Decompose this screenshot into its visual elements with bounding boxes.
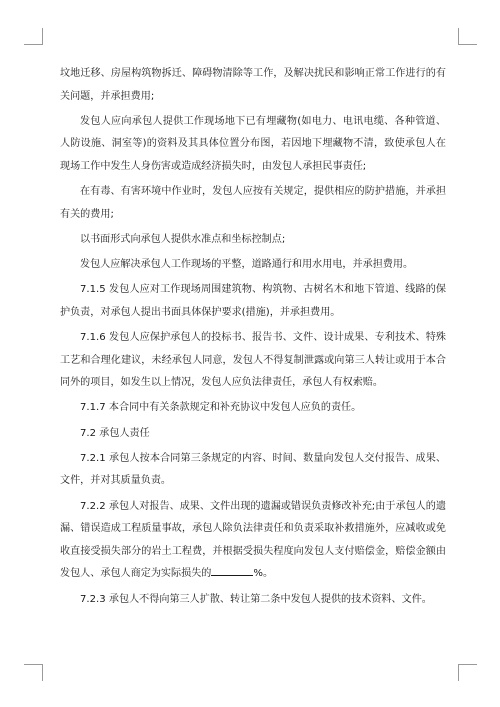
compensation-percentage-blank	[211, 565, 253, 576]
paragraph-site-clearance: 坟地迁移、房屋构筑物拆迁、障碍物清除等工作，及解决扰民和影响正常工作进行的有关问题，并承担费用;	[60, 68, 446, 102]
percent-sign: %。	[253, 568, 274, 580]
clause-7-1-7: 7.1.7 本合同中有关条款规定和补充协议中发包人应负的责任。	[80, 402, 362, 414]
paragraph-benchmarks: 以书面形式向承包人提供水准点和坐标控制点;	[80, 233, 286, 245]
paragraph-hazard-protection: 在有毒、有害环境中作业时，发包人应按有关规定，提供相应的防护措施，并承担有关的费用;	[60, 186, 446, 220]
paragraph-underground-utilities: 发包人应向承包人提供工作现场地下已有埋藏物(如电力、电讯电缆、各种管道、人防设施、洞室等)的资料及其具体位置分布图，若因地下埋藏物不清，致使承包人在现场工作中发生人身伤害或造成经济损失时，由发包人承担民事责任;	[60, 115, 446, 172]
clause-7-2-2-text: 7.2.2 承包人对报告、成果、文件出现的遗漏或错误负责修改补充;由于承包人的遗漏、错误造成工程质量事故，承包人除负法律责任和负责采取补救措施外，应减收或免收直接受损失部分的岩土工程费，并根据受损失程度向发包人支付赔偿金，赔偿金额由发包人、承包人商定为实际损失的	[60, 500, 446, 580]
crop-mark-bottom-left	[24, 664, 43, 681]
document-body	[60, 63, 446, 611]
paragraph-site-leveling: 发包人应解决承包人工作现场的平整，道路通行和用水用电，并承担费用。	[80, 259, 414, 271]
crop-mark-top-right	[458, 28, 477, 45]
clause-7-1-5: 7.1.5 发包人应对工作现场周围建筑物、构筑物、古树名木和地下管道、线路的保护负责，对承包人提出书面具体保护要求(措施)，并承担费用。	[60, 284, 446, 318]
clause-7-2-1: 7.2.1 承包人按本合同第三条规定的内容、时间、数量向发包人交付报告、成果、文件，并对其质量负责。	[60, 452, 446, 487]
section-heading-7-2: 7.2 承包人责任	[80, 427, 150, 439]
crop-mark-top-left	[24, 28, 43, 45]
clause-7-2-2	[60, 496, 446, 586]
crop-mark-bottom-right	[458, 664, 477, 681]
clause-7-1-6: 7.1.6 发包人应保护承包人的投标书、报告书、文件、设计成果、专利技术、特殊工艺和合理化建议，未经承包人同意，发包人不得复制泄露或向第三人转让或用于本合同外的项目，如发生以上情况，发包人应负法律责任，承包人有权索赔。	[60, 332, 446, 389]
clause-7-2-3: 7.2.3 承包人不得向第三人扩散、转让第二条中发包人提供的技术资料、文件。	[80, 593, 432, 605]
